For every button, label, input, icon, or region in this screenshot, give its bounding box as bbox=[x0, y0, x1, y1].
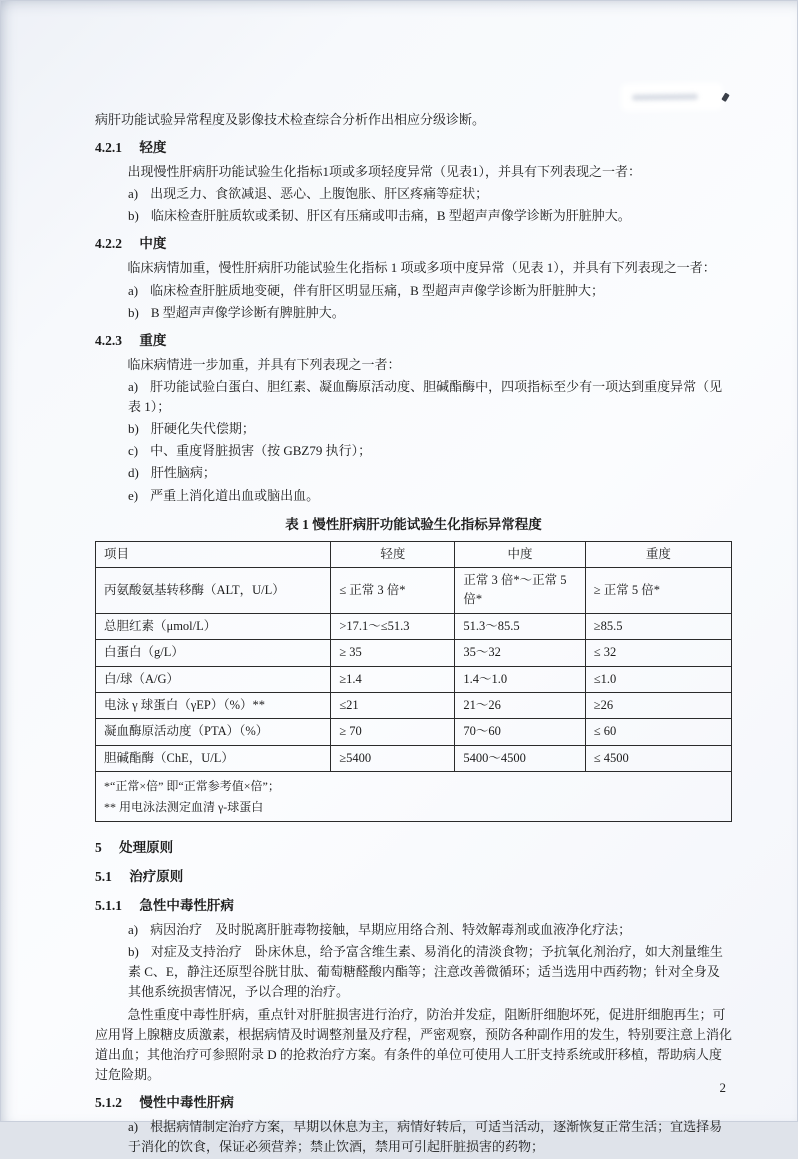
heading-title: 处理原则 bbox=[119, 840, 174, 856]
heading-number: 5 bbox=[95, 840, 102, 856]
table-title: 表 1 慢性肝病肝功能试验生化指标异常程度 bbox=[285, 516, 542, 532]
heading-5-1 bbox=[95, 867, 732, 888]
heading-title: 中度 bbox=[139, 236, 167, 252]
footnote-1: *“正常×倍” 即“正常参考值×倍”； bbox=[104, 779, 280, 794]
intro-paragraph: 病肝功能试验异常程度及影像技术检查综合分析作出相应分级诊断。 bbox=[95, 112, 486, 127]
table-row bbox=[96, 719, 732, 745]
list-item bbox=[128, 920, 732, 940]
smudge-mark bbox=[632, 94, 698, 101]
content-area bbox=[95, 110, 732, 1159]
list-item bbox=[128, 463, 732, 483]
table-cell: ≥ 35 bbox=[331, 640, 455, 666]
table-cell: ≥85.5 bbox=[585, 613, 731, 639]
table-cell: ≤ 4500 bbox=[585, 745, 731, 771]
list-item-text: 肝功能试验白蛋白、胆红素、凝血酶原活动度、胆碱酯酶中，四项指标至少有一项达到重度异常（见表 1）； bbox=[128, 378, 723, 415]
table-cell: 凝血酶原活动度（PTA）（%） bbox=[96, 719, 331, 745]
table-cell: 35～32 bbox=[455, 640, 585, 666]
heading-number: 5.1 bbox=[95, 869, 112, 885]
section-paragraph: 出现慢性肝病肝功能试验生化指标1项或多项轻度异常（见表1），并具有下列表现之一者： bbox=[127, 164, 642, 180]
list-item-text: 肝硬化失代偿期； bbox=[150, 421, 255, 437]
table-row bbox=[96, 568, 732, 614]
table-cell: 21～26 bbox=[455, 692, 585, 718]
table-cell: ≤ 60 bbox=[585, 719, 731, 745]
heading-number: 4.2.1 bbox=[95, 140, 122, 156]
table-cell: ≥5400 bbox=[331, 745, 455, 771]
list-item bbox=[128, 281, 732, 301]
table-cell: >17.1～≤51.3 bbox=[331, 613, 455, 639]
table-row bbox=[96, 745, 732, 771]
list-item-label: b) bbox=[128, 421, 139, 437]
list-item-text: 临床检查肝脏质地变硬，伴有肝区明显压痛，B 型超声声像学诊断为肝脏肿大； bbox=[150, 282, 605, 298]
table-cell: 胆碱酯酶（ChE，U/L） bbox=[96, 745, 331, 771]
heading-number: 4.2.2 bbox=[95, 236, 122, 252]
heading-title: 治疗原则 bbox=[129, 869, 184, 885]
list-item bbox=[128, 184, 732, 204]
table-cell: 70～60 bbox=[455, 719, 585, 745]
table-1 bbox=[95, 541, 732, 823]
list-item bbox=[128, 377, 732, 417]
list-item-label: c) bbox=[128, 443, 139, 459]
list-item bbox=[128, 419, 732, 439]
list-item-text: 根据病情制定治疗方案，早期以休息为主，病情好转后，可适当活动，逐渐恢复正常生活；宜选择易于消化的饮食，保证必须营养；禁止饮酒，禁用可引起肝脏损害的药物； bbox=[128, 1119, 723, 1155]
list-item-text: 临床检查肝脏质软或柔韧、肝区有压痛或叩击痛，B 型超声声像学诊断为肝脏肿大。 bbox=[150, 208, 631, 224]
list-item-label: e) bbox=[128, 487, 139, 503]
correction-tape-mark bbox=[624, 85, 720, 108]
heading-title: 轻度 bbox=[139, 140, 167, 156]
col-header-item: 项目 bbox=[96, 541, 331, 567]
table-row bbox=[96, 640, 732, 666]
section-4-2-1 bbox=[95, 138, 732, 226]
heading-title: 急性中毒性肝病 bbox=[139, 898, 234, 914]
footnote-2: ** 用电泳法测定血清 γ-球蛋白 bbox=[104, 799, 264, 814]
table-cell: ≤21 bbox=[331, 692, 455, 718]
list-item-text: 病因治疗 及时脱离肝脏毒物接触，早期应用络合剂、特效解毒剂或血液净化疗法； bbox=[150, 921, 632, 937]
section-5 bbox=[95, 838, 732, 1157]
section-paragraph: 临床病情进一步加重，并具有下列表现之一者： bbox=[127, 356, 401, 372]
heading-title: 重度 bbox=[139, 332, 167, 348]
heading-4-2-1 bbox=[95, 138, 732, 159]
table-row bbox=[96, 692, 732, 718]
table-row bbox=[96, 666, 732, 692]
list-item-text: 对症及支持治疗 卧床休息，给予富含维生素、易消化的清淡食物；予抗氧化剂治疗，如大剂量维生素 C、E，静注还原型谷胱甘肽、葡萄糖醛酸内酯等；注意改善微循环；适当选用中西药物；针对全身及其他系统损害情况，予以合理的治疗。 bbox=[128, 944, 723, 1000]
table-cell: 总胆红素（μmol/L） bbox=[96, 613, 331, 639]
heading-number: 5.1.1 bbox=[95, 898, 122, 914]
section-paragraph: 急性重度中毒性肝病，重点针对肝脏损害进行治疗，防治并发症，阻断肝细胞坏死，促进肝细胞再生；可应用肾上腺糖皮质激素，根据病情及时调整剂量及疗程，严密观察，预防各种副作用的发生，特别要注意上消化道出血；其他治疗可参照附录 D 的抢救治疗方案。有条件的单位可使用人工肝支持系统或肝移植，帮助病人度过危险期。 bbox=[95, 1006, 733, 1082]
list-item-label: a) bbox=[128, 378, 139, 394]
list-item-label: b) bbox=[128, 208, 139, 224]
list-item bbox=[128, 303, 732, 323]
table-cell: ≥26 bbox=[585, 692, 731, 718]
list-item-text: 严重上消化道出血或脑出血。 bbox=[150, 487, 320, 503]
list-item-text: B 型超声声像学诊断有脾脏肿大。 bbox=[150, 304, 345, 320]
footnote-row bbox=[96, 772, 732, 822]
heading-5-1-1 bbox=[95, 896, 732, 917]
list-item-label: a) bbox=[128, 186, 139, 202]
heading-4-2-3 bbox=[95, 331, 732, 352]
section-4-2-2 bbox=[95, 234, 732, 322]
list-item-label: d) bbox=[128, 465, 139, 481]
table-cell: 丙氨酸氨基转移酶（ALT，U/L） bbox=[96, 568, 331, 614]
heading-5 bbox=[95, 838, 732, 859]
table-cell: 白蛋白（g/L） bbox=[96, 640, 331, 666]
col-header-severe: 重度 bbox=[585, 541, 731, 567]
heading-title: 慢性中毒性肝病 bbox=[139, 1095, 234, 1111]
ink-mark bbox=[721, 93, 729, 102]
table-cell: ≤ 32 bbox=[585, 640, 731, 666]
list-item bbox=[128, 942, 732, 1002]
list-item bbox=[128, 441, 732, 461]
heading-number: 4.2.3 bbox=[95, 332, 122, 348]
header-row bbox=[96, 541, 732, 567]
table-cell: 白/球（A/G） bbox=[96, 666, 331, 692]
list-item bbox=[128, 486, 732, 506]
table-cell: ≤1.0 bbox=[585, 666, 731, 692]
list-item-label: a) bbox=[128, 921, 139, 937]
page-number: 2 bbox=[719, 1080, 726, 1095]
list-item-label: b) bbox=[128, 944, 139, 960]
table-cell: 正常 3 倍*～正常 5 倍* bbox=[455, 568, 585, 614]
list-item-text: 中、重度肾脏损害（按 GBZ79 执行）； bbox=[150, 443, 372, 459]
col-header-moderate: 中度 bbox=[455, 541, 585, 567]
table-cell: ≥1.4 bbox=[331, 666, 455, 692]
table-row bbox=[96, 613, 732, 639]
table-cell: ≥ 正常 5 倍* bbox=[585, 568, 731, 614]
col-header-mild: 轻度 bbox=[331, 541, 455, 567]
table-cell: 电泳 γ 球蛋白（γEP）（%）** bbox=[96, 692, 331, 718]
table-cell: ≤ 正常 3 倍* bbox=[331, 568, 455, 614]
heading-4-2-2 bbox=[95, 234, 732, 255]
list-item bbox=[128, 206, 732, 226]
list-item-text: 肝性脑病； bbox=[150, 465, 216, 481]
list-item bbox=[128, 1117, 732, 1157]
table-cell: 1.4～1.0 bbox=[455, 666, 585, 692]
section-4-2-3 bbox=[95, 331, 732, 506]
table-footnotes bbox=[96, 772, 732, 822]
list-item-text: 出现乏力、食欲减退、恶心、上腹饱胀、肝区疼痛等症状； bbox=[150, 186, 489, 202]
list-item-label: b) bbox=[128, 304, 139, 320]
table-cell: 5400～4500 bbox=[455, 745, 585, 771]
section-paragraph: 临床病情加重，慢性肝病肝功能试验生化指标 1 项或多项中度异常（见表 1），并具有下列表现之一者： bbox=[127, 260, 716, 276]
table-cell: ≥ 70 bbox=[331, 719, 455, 745]
list-item-label: a) bbox=[128, 1119, 139, 1135]
heading-5-1-2 bbox=[95, 1093, 732, 1114]
table-cell: 51.3～85.5 bbox=[455, 613, 585, 639]
list-item-label: a) bbox=[128, 282, 139, 298]
heading-number: 5.1.2 bbox=[95, 1095, 122, 1111]
